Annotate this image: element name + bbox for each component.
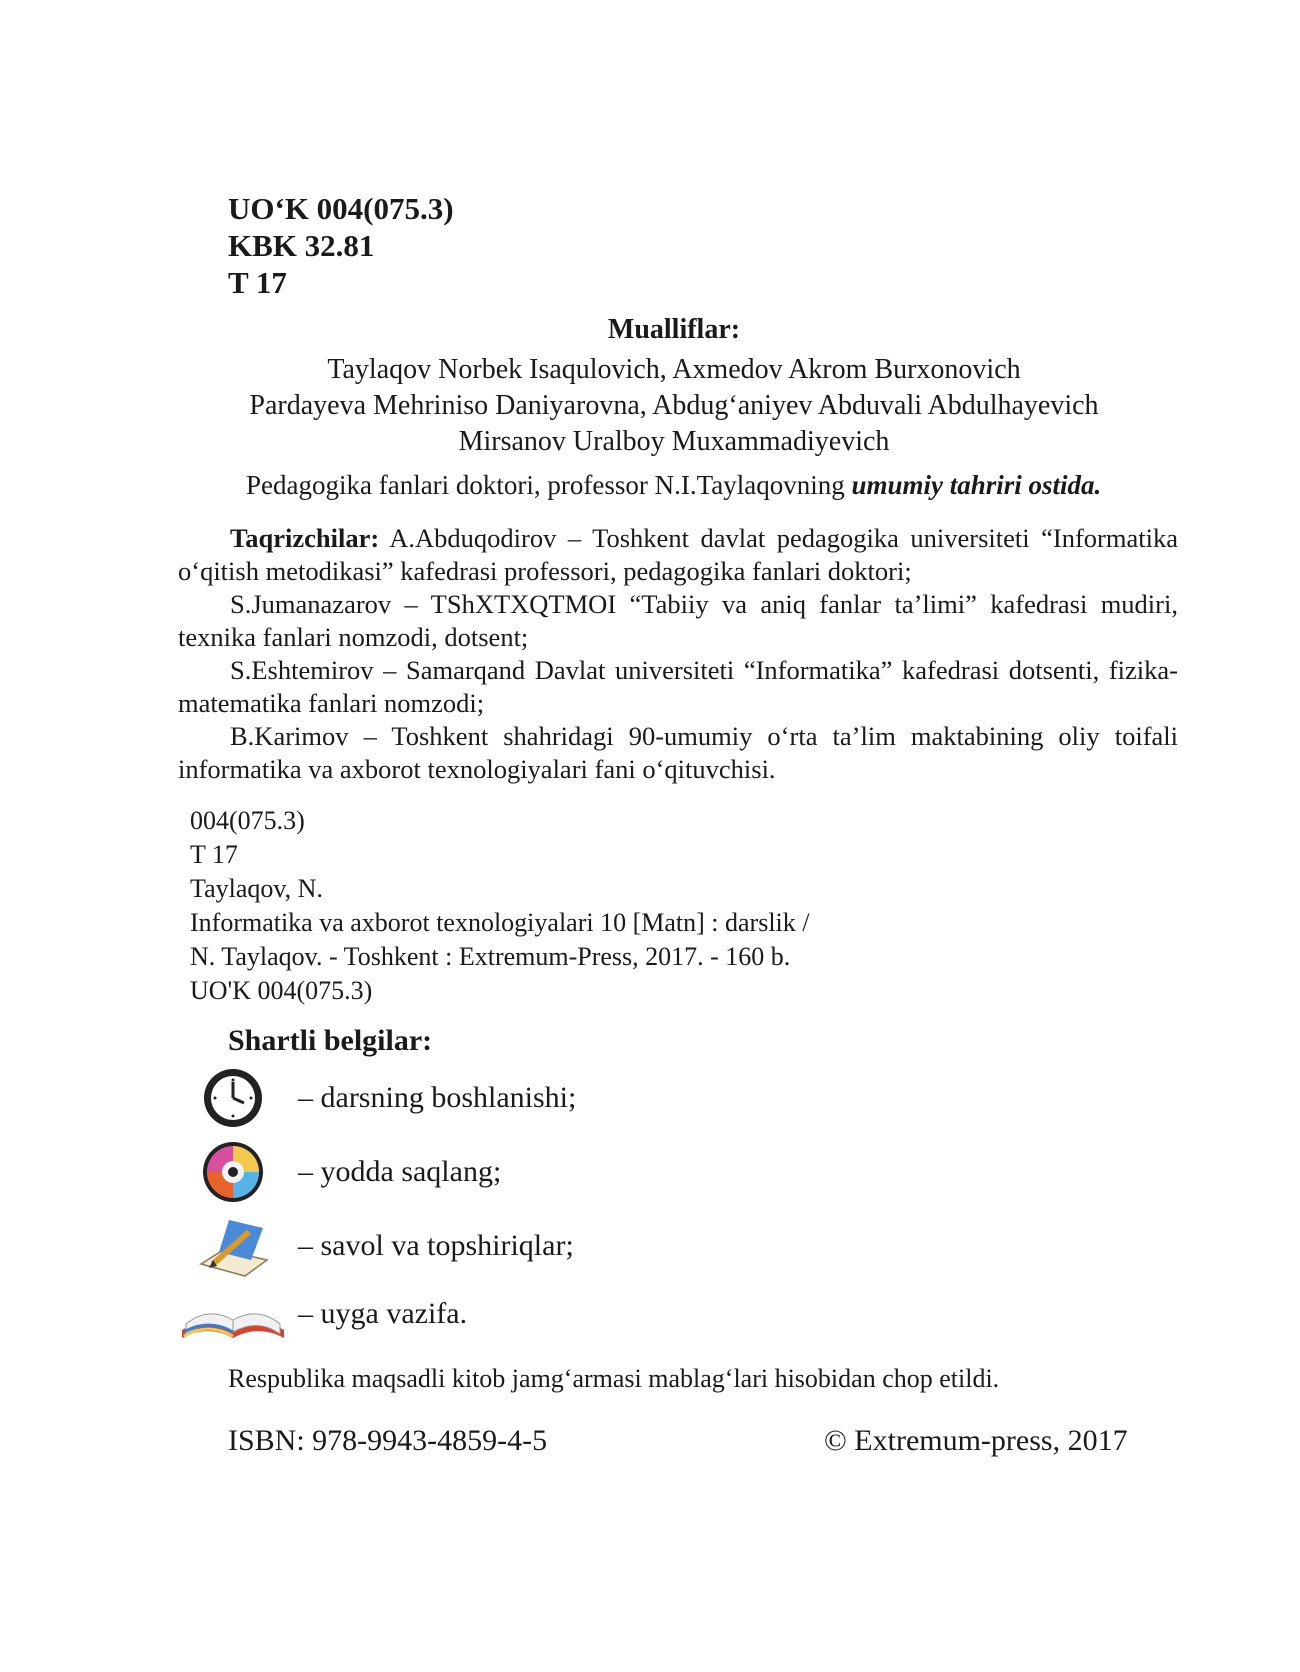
catalog-line: T 17	[190, 840, 238, 869]
legend-item	[178, 1214, 574, 1278]
catalog-line: N. Taylaqov. - Toshkent : Extremum-Press, 2017. - 160 b.	[190, 942, 791, 971]
open-book-icon	[178, 1282, 288, 1346]
reviewer-entry: S.Eshtemirov – Samarqand Davlat universiteti “Informatika” kafedrasi dotsenti, fizika-matematika fanlari nomzodi;	[178, 655, 1178, 718]
editor-note	[246, 470, 1101, 501]
legend-item	[178, 1282, 467, 1346]
copyright: © Extremum-press, 2017	[824, 1424, 1128, 1457]
authors-heading: Mualliflar:	[607, 314, 741, 345]
pen-paper-icon	[178, 1214, 288, 1278]
editor-emphasis: umumiy tahriri ostida.	[851, 470, 1102, 500]
catalog-line: UO'K 004(075.3)	[190, 976, 373, 1005]
classification-block	[228, 190, 454, 301]
catalog-line: Informatika va axborot texnologiyalari 10 [Matn] : darslik /	[190, 908, 810, 937]
authors-list	[0, 352, 1300, 460]
reviewer-entry: Taqrizchilar: A.Abduqodirov – Toshkent davlat pedagogika universiteti “Informatika o‘qitish metodikasi” kafedrasi professori, pedagogika fanlari doktori;	[178, 523, 1178, 586]
legend-text: – yodda saqlang;	[298, 1155, 502, 1188]
reviewer-entry: B.Karimov – Toshkent shahridagi 90-umumiy o‘rta ta’lim maktabining oliy toifali informatika va axborot texnologiyalari fani o‘qituvchisi.	[178, 721, 1178, 784]
legend-item	[178, 1140, 501, 1204]
clock-icon	[178, 1066, 288, 1130]
catalog-line: 004(075.3)	[190, 806, 305, 835]
authors-line: Taylaqov Norbek Isaqulovich, Axmedov Akrom Burxonovich	[327, 354, 1021, 385]
legend-heading: Shartli belgilar:	[228, 1024, 433, 1057]
authors-line: Pardayeva Mehriniso Daniyarovna, Abdug‘aniyev Abduvali Abdulhayevich	[249, 390, 1099, 421]
kbk-code: KBK 32.81	[228, 228, 375, 263]
authors-line: Mirsanov Uralboy Muxammadiyevich	[458, 426, 890, 457]
udk-code: UO‘K 004(075.3)	[228, 191, 454, 226]
isbn: ISBN: 978-9943-4859-4-5	[228, 1424, 548, 1457]
legend-text: – uyga vazifa.	[298, 1297, 468, 1330]
funding-note: Respublika maqsadli kitob jamg‘armasi mablag‘lari hisobidan chop etildi.	[228, 1364, 1000, 1393]
catalog-card	[190, 804, 810, 1008]
reviewers-label: Taqrizchilar:	[230, 523, 380, 553]
cd-disc-icon	[178, 1140, 288, 1204]
legend-text: – darsning boshlanishi;	[298, 1081, 577, 1114]
editor-prefix: Pedagogika fanlari doktori, professor N.I.Taylaqovning	[246, 470, 845, 500]
catalog-line: Taylaqov, N.	[190, 874, 323, 903]
legend-text: – savol va topshiriqlar;	[298, 1229, 574, 1262]
reviewers-block	[178, 522, 1178, 786]
author-code: T 17	[228, 265, 287, 300]
legend-item	[178, 1066, 576, 1130]
reviewer-entry: S.Jumanazarov – TShXTXQTMOI “Tabiiy va aniq fanlar ta’limi” kafedrasi mudiri, texnika fanlari nomzodi, dotsent;	[178, 589, 1178, 652]
